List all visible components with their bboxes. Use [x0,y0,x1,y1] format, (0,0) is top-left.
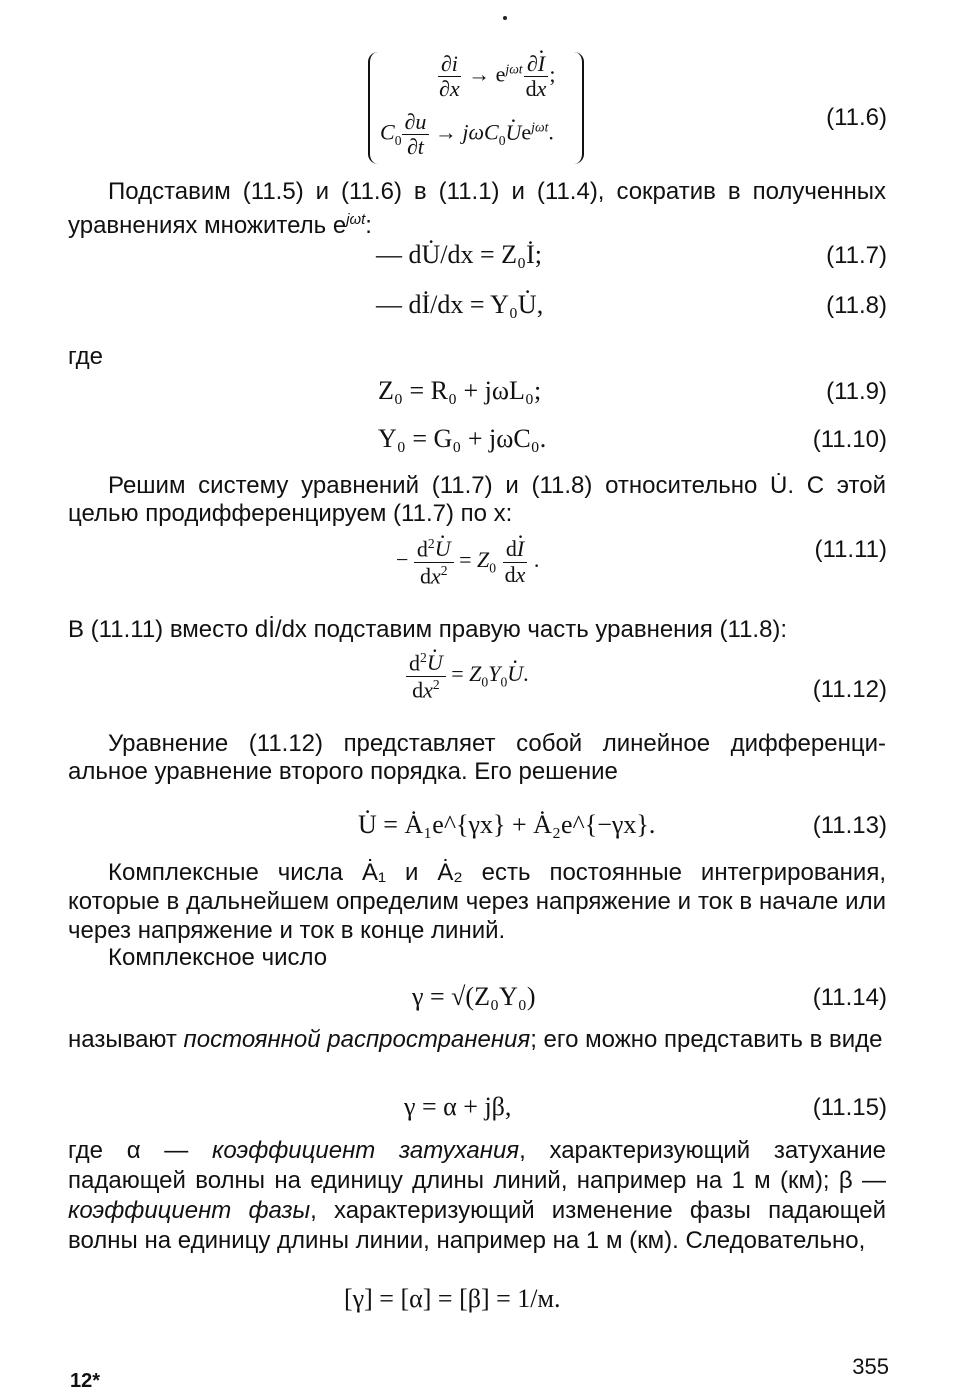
eq-11-13: U̇ = Ȧ₁e^{γx} + Ȧ₂e^{−γx}. [358,810,656,839]
eq-number-11-7: (11.7) [826,242,887,269]
text-run: , характеризующий изменение фазы падающей волны на единицу длины линии, например на 1 м (км). Следовательно, [68,1197,886,1254]
eq-11-9: Z₀ = R₀ + jωL₀; [378,376,542,405]
paragraph-substitute [68,178,886,240]
text-run: ; его можно представить в виде [530,1026,883,1053]
text-line: где [68,343,104,370]
text-block: Комплексные числа Ȧ₁ и Ȧ₂ есть постоянные интегрирования, которые в дальнейшем определим через напряжение и ток в начале или через напряжение и ток в конце линий. [68,859,886,944]
paragraph-instead [68,616,886,644]
eq-number-11-10: (11.10) [812,426,887,453]
text-line: В (11.11) вместо dİ/dx подставим правую часть уравнения (11.8): [68,616,788,643]
eq-units: [γ] = [α] = [β] = 1/м. [344,1284,561,1313]
eq-11-8: — dİ/dx = Y₀U̇, [376,290,544,319]
eq-11-11: − $\frac{d^2\cdot U}{dx^2}$ = $Z_0$ $\frac{d\cdot I}{dx}$ . [396,536,539,588]
text-run: называют [68,1026,184,1053]
text-line: альное уравнение второго порядка. Его решение [68,758,618,785]
term-emphasis: коэффициент затухания [211,1137,520,1164]
eq-number-11-9: (11.9) [826,378,887,405]
eq-11-10: Y₀ = G₀ + jωC₀. [378,424,547,453]
text-line: Решим систему уравнений (11.7) и (11.8) относительно U̇. С этой [108,472,886,499]
eq-11-7: — dU̇/dx = Z₀İ; [376,240,542,269]
eq-number-11-15: (11.15) [812,1094,887,1121]
text-line: Уравнение (11.12) представляет собой линейное дифференци- [108,730,886,757]
print-speck [503,16,507,20]
eq-11-15: γ = α + jβ, [404,1092,512,1121]
text-line: уравнениях множитель e [68,212,347,239]
text-line: целью продифференцируем (11.7) по x: [68,500,513,527]
text-run: , характеризующий затухание падающей волны на единицу длины линий, например на 1 м (км); β — [68,1137,886,1194]
paragraph-solve [68,472,886,528]
paragraph-constants [68,858,886,945]
eq-11-12: $\frac{d^2\cdot U}{dx^2}$ = $Z_0Y_0\cdot U$. [406,650,529,702]
eq-number-11-14: (11.14) [812,984,887,1011]
paragraph-complex-number [68,944,886,972]
text-line: Подставим (11.5) и (11.6) в (11.1) и (11.4), сократив в полученных [108,178,886,205]
eq-11-6-line2: $C_0$ $\frac{\partial u}{\partial t}$ → $j\omega C_0\cdot Ue^{j\omega t}$. [380,110,554,159]
eq-number-11-13: (11.13) [812,812,887,839]
text-line: Комплексное число [108,944,328,971]
paragraph-propagation-constant [68,1026,886,1054]
exponent: jωt [346,212,366,228]
paragraph-equation-desc [68,730,886,786]
eq-number-11-12: (11.12) [812,676,887,703]
paragraph-attenuation-phase [68,1136,886,1256]
term-emphasis: коэффициент фазы [68,1197,311,1224]
punctuation: : [365,212,372,239]
where-label [68,343,886,371]
signature-mark: 12* [70,1370,101,1392]
eq-11-6-line1: $\frac{\partial i}{\partial x}$ → $e^{j\omega t}$ $\frac{\partial\cdot I}{dx}$ ; [436,52,556,101]
term-emphasis: постоянной распространения [183,1026,531,1053]
eq-number-11-8: (11.8) [826,292,887,319]
page-number: 355 [852,1354,889,1379]
eq-number-11-11: (11.11) [814,536,887,563]
eq-11-14: γ = √(Z₀Y₀) [412,982,536,1011]
eq-number-11-6: (11.6) [826,104,887,131]
text-run: где α — [68,1137,212,1164]
